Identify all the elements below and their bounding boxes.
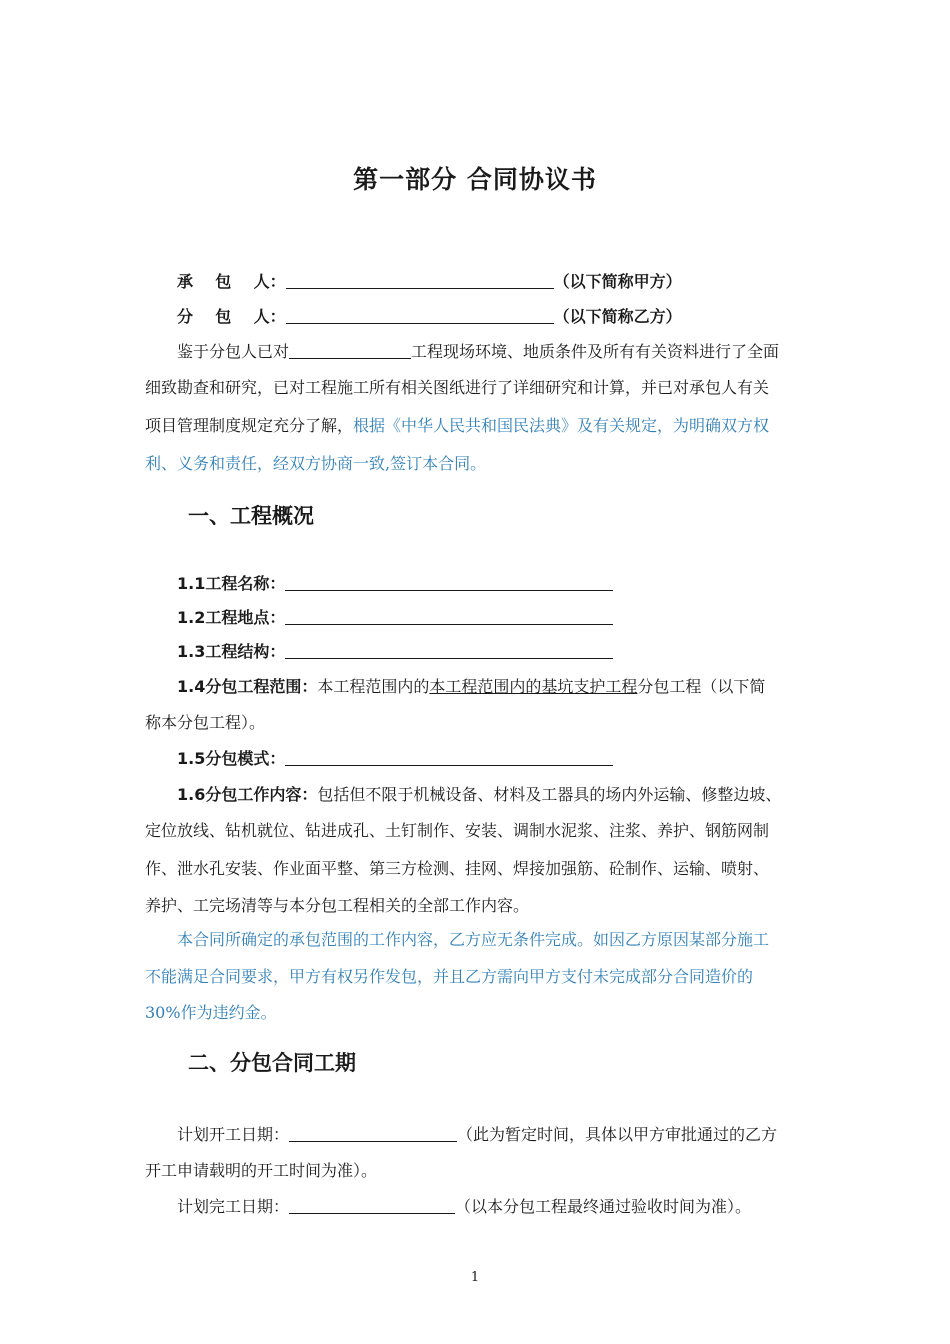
note-line-1: 本合同所确定的承包范围的工作内容，乙方应无条件完成。如因乙方原因某部分施工 bbox=[177, 930, 770, 949]
contractor-line bbox=[177, 272, 817, 292]
start-date-line bbox=[177, 1125, 817, 1145]
field-label: 1.1工程名称： bbox=[177, 574, 286, 593]
intro-highlight: 根据《中华人民共和国民法典》及有关规定，为明确双方权 bbox=[353, 416, 770, 435]
content-line-4: 养护、工完场清等与本分包工程相关的全部工作内容。 bbox=[145, 896, 530, 915]
project-structure-blank bbox=[285, 642, 613, 659]
mode-blank bbox=[285, 749, 613, 766]
subcontractor-line bbox=[177, 307, 817, 327]
scope-text: 分包工程（以下简 bbox=[637, 677, 766, 696]
end-date-note: （以本分包工程最终通过验收时间为准）。 bbox=[455, 1197, 752, 1216]
start-date-note: （此为暂定时间，具体以甲方审批通过的乙方 bbox=[457, 1125, 778, 1144]
section-1-heading: 一、工程概况 bbox=[188, 504, 314, 528]
contractor-blank bbox=[286, 272, 554, 289]
project-name-blank bbox=[285, 574, 613, 591]
intro-text: 项目管理制度规定充分了解， bbox=[145, 416, 354, 435]
end-date-blank bbox=[289, 1197, 455, 1214]
intro-line-2: 细致勘查和研究，已对工程施工所有相关图纸进行了详细研究和计算，并已对承包人有关 bbox=[145, 378, 770, 397]
intro-text: 工程现场环境、地质条件及所有有关资料进行了全面 bbox=[411, 342, 780, 361]
project-structure-line bbox=[177, 642, 817, 662]
intro-line-3 bbox=[145, 416, 815, 436]
project-blank bbox=[289, 342, 411, 359]
intro-line-1 bbox=[177, 342, 817, 362]
content-text: 包括但不限于机械设备、材料及工器具的场内外运输、修整边坡、 bbox=[317, 785, 782, 804]
end-date-line bbox=[177, 1197, 817, 1217]
scope-text: 本工程范围内的 bbox=[317, 677, 430, 696]
project-location-line bbox=[177, 608, 817, 628]
start-date-blank bbox=[289, 1125, 457, 1142]
section-2-heading: 二、分包合同工期 bbox=[188, 1051, 356, 1075]
field-label: 1.3工程结构： bbox=[177, 642, 286, 661]
subcontractor-note: （以下简称乙方） bbox=[553, 307, 682, 326]
note-line-3: 30%作为违约金。 bbox=[145, 1003, 277, 1022]
scope-line-2: 称本分包工程）。 bbox=[145, 713, 266, 732]
field-label: 计划完工日期： bbox=[177, 1197, 290, 1216]
page-number: 1 bbox=[470, 1270, 480, 1285]
scope-line-1 bbox=[177, 677, 817, 697]
field-label: 1.4分包工程范围： bbox=[177, 677, 318, 696]
project-location-blank bbox=[285, 608, 613, 625]
intro-line-4: 利、义务和责任，经双方协商一致,签订本合同。 bbox=[145, 454, 487, 473]
content-line-2: 定位放线、钻机就位、钻进成孔、土钉制作、安装、调制水泥浆、注浆、养护、钢筋网制 bbox=[145, 821, 770, 840]
subcontractor-blank bbox=[286, 307, 554, 324]
field-label: 1.2工程地点： bbox=[177, 608, 286, 627]
project-name-line bbox=[177, 574, 817, 594]
content-line-1 bbox=[177, 785, 817, 805]
intro-text: 鉴于分包人已对 bbox=[177, 342, 290, 361]
field-label: 计划开工日期： bbox=[177, 1125, 290, 1144]
contractor-note: （以下简称甲方） bbox=[553, 272, 682, 291]
scope-underlined: 本工程范围内的基坑支护工程 bbox=[429, 677, 638, 696]
field-label: 1.5分包模式： bbox=[177, 749, 286, 768]
contractor-label: 承 包 人： bbox=[177, 272, 286, 291]
field-label: 1.6分包工作内容： bbox=[177, 785, 318, 804]
page-title: 第一部分 合同协议书 bbox=[353, 165, 597, 194]
note-line-2: 不能满足合同要求，甲方有权另作发包，并且乙方需向甲方支付未完成部分合同造价的 bbox=[145, 967, 754, 986]
mode-line bbox=[177, 749, 817, 769]
subcontractor-label: 分 包 人： bbox=[177, 307, 286, 326]
content-line-3: 作、泄水孔安装、作业面平整、第三方检测、挂网、焊接加强筋、砼制作、运输、喷射、 bbox=[145, 859, 770, 878]
start-date-line-2: 开工申请载明的开工时间为准）。 bbox=[145, 1161, 378, 1180]
